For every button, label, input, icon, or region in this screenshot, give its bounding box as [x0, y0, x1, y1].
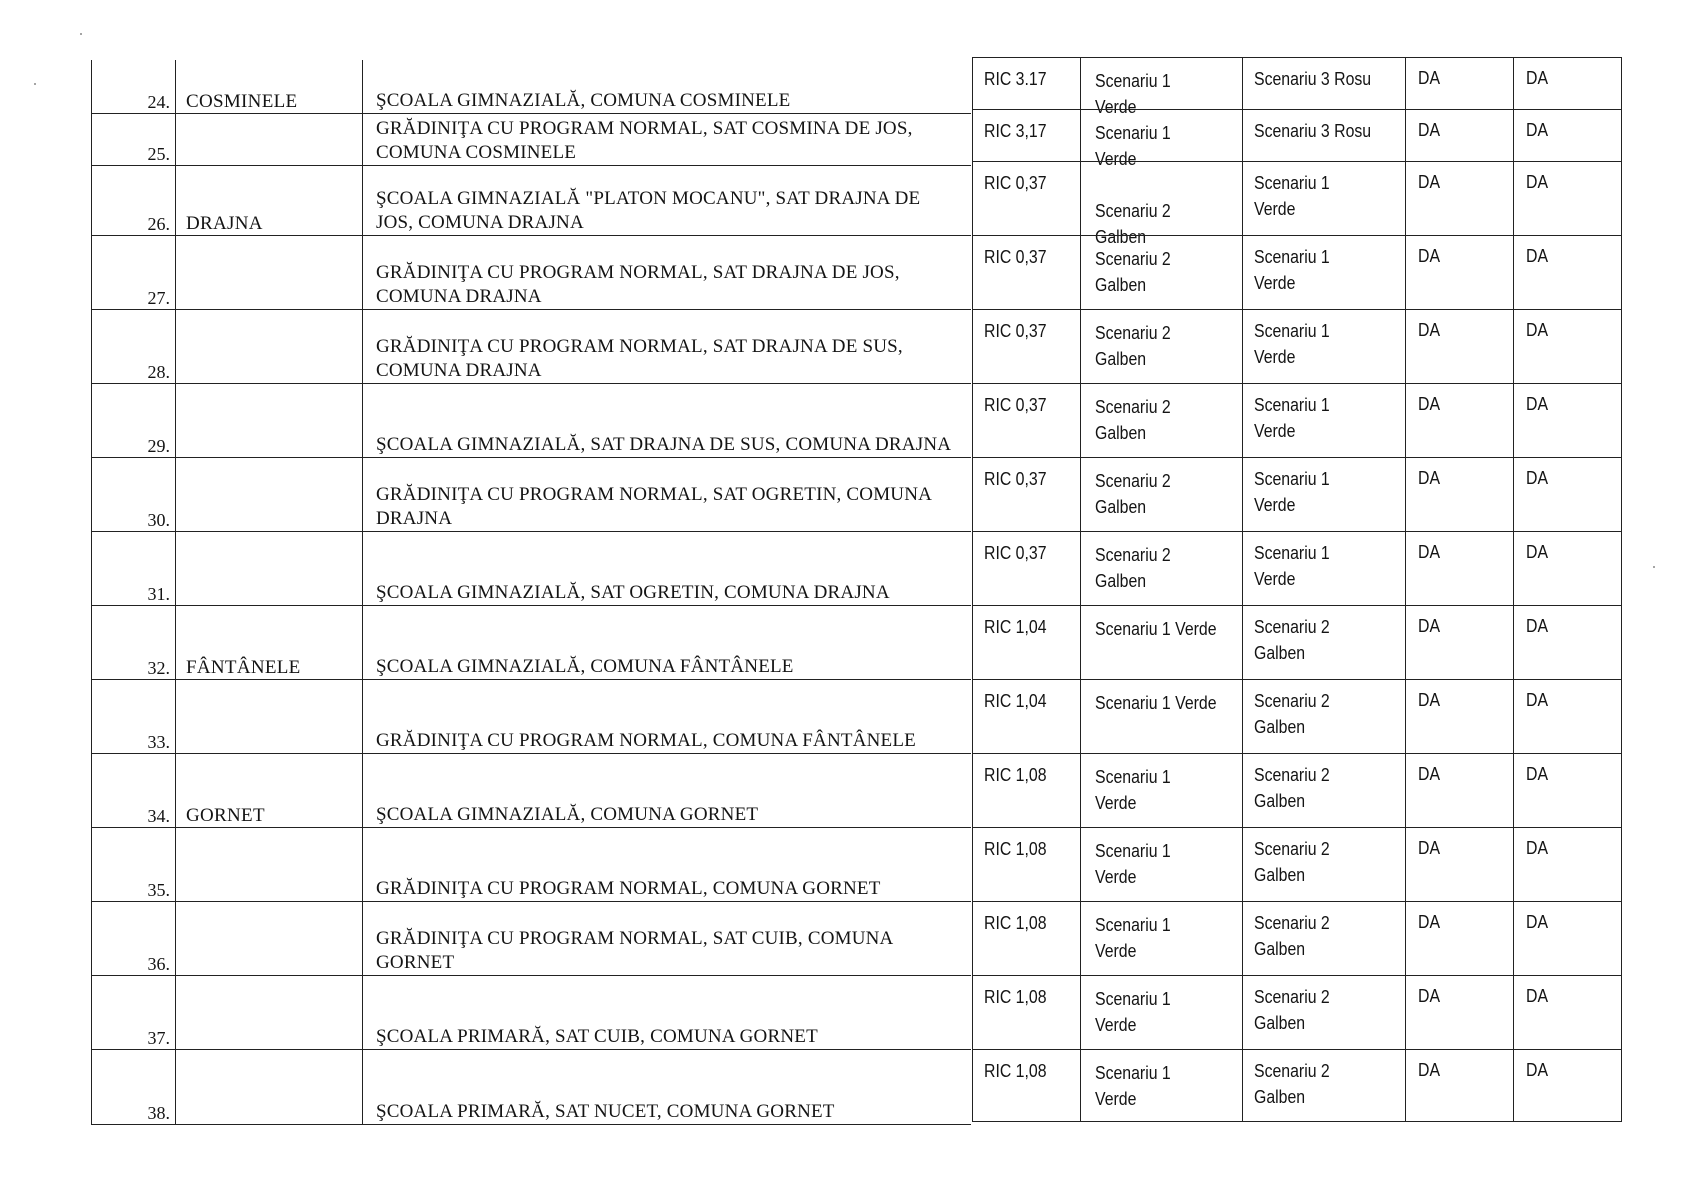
table-right-section	[972, 57, 1622, 1122]
cell-da-2	[1514, 976, 1622, 1049]
cell-nr	[92, 384, 176, 457]
cell-ric	[973, 310, 1081, 383]
table-row	[973, 901, 1622, 975]
row-number: 24.	[147, 92, 170, 112]
cell-scenariu-b	[1243, 606, 1406, 679]
unitate-name: GRĂDINIŢA CU PROGRAM NORMAL, COMUNA GORNET	[376, 878, 881, 899]
cell-da-2	[1514, 902, 1622, 975]
scenariu-b-value: Scenariu 1 Verde	[1254, 469, 1330, 515]
ric-value: RIC 0,37	[984, 321, 1047, 341]
cell-ric	[973, 110, 1081, 161]
scenariu-a-value: Scenariu 1 Verde	[1095, 71, 1171, 117]
table-row	[92, 235, 971, 309]
cell-unitate	[363, 166, 971, 235]
cell-unitate	[363, 1050, 971, 1124]
table-row	[92, 975, 971, 1049]
da-1-value: DA	[1418, 120, 1441, 140]
da-2-value: DA	[1526, 468, 1549, 488]
da-2-value: DA	[1526, 690, 1549, 710]
table-row	[92, 753, 971, 827]
scenariu-a-value: Scenariu 2 Galben	[1095, 545, 1171, 591]
cell-scenariu-a	[1081, 828, 1243, 901]
cell-nr	[92, 60, 176, 113]
cell-ric	[973, 680, 1081, 753]
da-1-value: DA	[1418, 1060, 1441, 1080]
table-row	[973, 975, 1622, 1049]
cell-da-1	[1406, 902, 1514, 975]
cell-unitate	[363, 310, 971, 383]
row-number: 37.	[147, 1028, 170, 1048]
cell-ric	[973, 606, 1081, 679]
da-2-value: DA	[1526, 246, 1549, 266]
localitate-name: FÂNTÂNELE	[186, 657, 301, 678]
table-row	[973, 457, 1622, 531]
localitate-name: DRAJNA	[186, 213, 263, 234]
cell-localitate	[176, 114, 363, 165]
cell-scenariu-a	[1081, 976, 1243, 1049]
cell-da-1	[1406, 162, 1514, 235]
da-1-value: DA	[1418, 912, 1441, 932]
cell-scenariu-b	[1243, 902, 1406, 975]
cell-ric	[973, 902, 1081, 975]
row-number: 33.	[147, 732, 170, 752]
table-row	[973, 109, 1622, 169]
cell-da-2	[1514, 828, 1622, 901]
da-1-value: DA	[1418, 616, 1441, 636]
table-row	[973, 753, 1622, 827]
da-1-value: DA	[1418, 246, 1441, 266]
cell-localitate	[176, 754, 363, 827]
scenariu-a-value: Scenariu 1 Verde	[1095, 841, 1171, 887]
scenariu-a-value: Scenariu 1 Verde	[1095, 915, 1171, 961]
scenariu-a-value: Scenariu 1 Verde	[1095, 123, 1171, 169]
localitate-name: GORNET	[186, 805, 265, 826]
cell-scenariu-b	[1243, 58, 1406, 109]
ric-value: RIC 1,08	[984, 987, 1047, 1007]
cell-unitate	[363, 458, 971, 531]
da-1-value: DA	[1418, 320, 1441, 340]
da-1-value: DA	[1418, 394, 1441, 414]
cell-scenariu-a	[1081, 606, 1243, 679]
ric-value: RIC 0,37	[984, 247, 1047, 267]
cell-da-1	[1406, 606, 1514, 679]
cell-scenariu-b	[1243, 310, 1406, 383]
row-number: 25.	[147, 144, 170, 164]
cell-ric	[973, 58, 1081, 109]
unitate-name: ŞCOALA GIMNAZIALĂ, COMUNA COSMINELE	[376, 90, 791, 111]
scenariu-b-value: Scenariu 2 Galben	[1254, 617, 1330, 663]
unitate-name: ŞCOALA GIMNAZIALĂ, SAT OGRETIN, COMUNA DRAJNA	[376, 582, 890, 603]
cell-da-2	[1514, 532, 1622, 605]
unitate-name: GRĂDINIŢA CU PROGRAM NORMAL, SAT DRAJNA DE SUS, COMUNA DRAJNA	[376, 336, 903, 381]
row-number: 30.	[147, 510, 170, 530]
cell-ric	[973, 458, 1081, 531]
da-2-value: DA	[1526, 764, 1549, 784]
cell-da-1	[1406, 110, 1514, 161]
cell-ric	[973, 162, 1081, 235]
cell-nr	[92, 828, 176, 901]
row-number: 36.	[147, 954, 170, 974]
table-row	[973, 605, 1622, 679]
ric-value: RIC 0,37	[984, 469, 1047, 489]
da-1-value: DA	[1418, 468, 1441, 488]
table-row	[973, 161, 1622, 247]
scenariu-b-value: Scenariu 3 Rosu	[1254, 69, 1372, 89]
cell-da-2	[1514, 458, 1622, 531]
cell-nr	[92, 166, 176, 235]
cell-da-1	[1406, 828, 1514, 901]
da-1-value: DA	[1418, 690, 1441, 710]
table-row	[973, 235, 1622, 309]
scenariu-a-value: Scenariu 2 Galben	[1095, 249, 1171, 295]
table-row	[973, 827, 1622, 901]
cell-localitate	[176, 828, 363, 901]
row-number: 32.	[147, 658, 170, 678]
cell-scenariu-b	[1243, 754, 1406, 827]
cell-scenariu-b	[1243, 236, 1406, 309]
cell-da-2	[1514, 236, 1622, 309]
cell-localitate	[176, 384, 363, 457]
scenariu-b-value: Scenariu 1 Verde	[1254, 395, 1330, 441]
ric-value: RIC 0,37	[984, 173, 1047, 193]
cell-unitate	[363, 902, 971, 975]
da-2-value: DA	[1526, 1060, 1549, 1080]
ric-value: RIC 1,04	[984, 691, 1047, 711]
cell-scenariu-a	[1081, 58, 1243, 117]
cell-localitate	[176, 458, 363, 531]
table-row	[92, 113, 971, 165]
cell-nr	[92, 754, 176, 827]
cell-nr	[92, 458, 176, 531]
da-1-value: DA	[1418, 542, 1441, 562]
row-number: 29.	[147, 436, 170, 456]
cell-unitate	[363, 976, 971, 1049]
table-row	[92, 457, 971, 531]
cell-nr	[92, 606, 176, 679]
scan-speck	[80, 33, 82, 35]
cell-ric	[973, 384, 1081, 457]
scenariu-a-value: Scenariu 2 Galben	[1095, 471, 1171, 517]
localitate-name: COSMINELE	[186, 91, 298, 112]
da-2-value: DA	[1526, 616, 1549, 636]
cell-da-2	[1514, 1050, 1622, 1121]
scenariu-b-value: Scenariu 1 Verde	[1254, 173, 1330, 219]
cell-da-1	[1406, 310, 1514, 383]
cell-scenariu-a	[1081, 902, 1243, 975]
cell-da-1	[1406, 754, 1514, 827]
cell-localitate	[176, 606, 363, 679]
table-row	[973, 309, 1622, 383]
unitate-name: GRĂDINIŢA CU PROGRAM NORMAL, SAT CUIB, COMUNA GORNET	[376, 928, 893, 973]
cell-scenariu-b	[1243, 976, 1406, 1049]
cell-da-1	[1406, 532, 1514, 605]
scenariu-a-value: Scenariu 1 Verde	[1095, 693, 1217, 713]
ric-value: RIC 1,08	[984, 839, 1047, 859]
scenariu-b-value: Scenariu 2 Galben	[1254, 913, 1330, 959]
cell-ric	[973, 236, 1081, 309]
cell-unitate	[363, 236, 971, 309]
cell-ric	[973, 976, 1081, 1049]
cell-unitate	[363, 828, 971, 901]
ric-value: RIC 1,08	[984, 765, 1047, 785]
cell-scenariu-b	[1243, 458, 1406, 531]
table-row	[92, 605, 971, 679]
cell-localitate	[176, 166, 363, 235]
cell-scenariu-a	[1081, 532, 1243, 605]
ric-value: RIC 0,37	[984, 395, 1047, 415]
row-number: 31.	[147, 584, 170, 604]
cell-da-1	[1406, 458, 1514, 531]
unitate-name: ŞCOALA PRIMARĂ, SAT NUCET, COMUNA GORNET	[376, 1101, 835, 1122]
cell-scenariu-b	[1243, 384, 1406, 457]
scenariu-a-value: Scenariu 2 Galben	[1095, 397, 1171, 443]
ric-value: RIC 3,17	[984, 121, 1047, 141]
unitate-name: ŞCOALA PRIMARĂ, SAT CUIB, COMUNA GORNET	[376, 1026, 818, 1047]
ric-value: RIC 1,08	[984, 1061, 1047, 1081]
cell-localitate	[176, 236, 363, 309]
table-row	[92, 165, 971, 235]
ric-value: RIC 0,37	[984, 543, 1047, 563]
cell-scenariu-b	[1243, 1050, 1406, 1121]
cell-localitate	[176, 902, 363, 975]
table-row	[973, 531, 1622, 605]
cell-scenariu-a	[1081, 754, 1243, 827]
unitate-name: GRĂDINIŢA CU PROGRAM NORMAL, SAT DRAJNA DE JOS, COMUNA DRAJNA	[376, 262, 900, 307]
cell-da-1	[1406, 680, 1514, 753]
cell-unitate	[363, 60, 971, 113]
cell-nr	[92, 976, 176, 1049]
unitate-name: ŞCOALA GIMNAZIALĂ, SAT DRAJNA DE SUS, COMUNA DRAJNA	[376, 434, 952, 455]
cell-ric	[973, 532, 1081, 605]
da-1-value: DA	[1418, 68, 1441, 88]
cell-localitate	[176, 976, 363, 1049]
cell-da-2	[1514, 680, 1622, 753]
scenariu-a-value: Scenariu 1 Verde	[1095, 767, 1171, 813]
cell-localitate	[176, 310, 363, 383]
scenariu-a-value: Scenariu 2 Galben	[1095, 201, 1171, 247]
scenariu-b-value: Scenariu 1 Verde	[1254, 543, 1330, 589]
cell-scenariu-a	[1081, 110, 1243, 169]
cell-scenariu-a	[1081, 458, 1243, 531]
cell-localitate	[176, 60, 363, 113]
da-2-value: DA	[1526, 68, 1549, 88]
scenariu-b-value: Scenariu 2 Galben	[1254, 987, 1330, 1033]
cell-da-2	[1514, 110, 1622, 161]
cell-ric	[973, 828, 1081, 901]
row-number: 27.	[147, 288, 170, 308]
da-1-value: DA	[1418, 764, 1441, 784]
cell-da-2	[1514, 58, 1622, 109]
da-1-value: DA	[1418, 172, 1441, 192]
cell-da-1	[1406, 976, 1514, 1049]
cell-da-2	[1514, 754, 1622, 827]
scenariu-b-value: Scenariu 2 Galben	[1254, 691, 1330, 737]
scan-speck	[1653, 566, 1655, 568]
cell-da-2	[1514, 310, 1622, 383]
cell-scenariu-b	[1243, 162, 1406, 235]
cell-da-2	[1514, 606, 1622, 679]
row-number: 35.	[147, 880, 170, 900]
unitate-name: GRĂDINIŢA CU PROGRAM NORMAL, COMUNA FÂNTÂNELE	[376, 730, 916, 751]
cell-scenariu-a	[1081, 162, 1243, 247]
row-number: 34.	[147, 806, 170, 826]
table-row	[92, 827, 971, 901]
cell-unitate	[363, 532, 971, 605]
cell-nr	[92, 680, 176, 753]
cell-unitate	[363, 680, 971, 753]
table-left-section	[91, 60, 971, 1125]
cell-scenariu-a	[1081, 310, 1243, 383]
cell-da-1	[1406, 236, 1514, 309]
cell-nr	[92, 236, 176, 309]
cell-ric	[973, 1050, 1081, 1121]
scenariu-b-value: Scenariu 1 Verde	[1254, 321, 1330, 367]
cell-nr	[92, 1050, 176, 1124]
scenariu-a-value: Scenariu 1 Verde	[1095, 1063, 1171, 1109]
cell-localitate	[176, 1050, 363, 1124]
cell-unitate	[363, 384, 971, 457]
cell-nr	[92, 902, 176, 975]
table-row	[92, 309, 971, 383]
ric-value: RIC 1,08	[984, 913, 1047, 933]
unitate-name: GRĂDINIŢA CU PROGRAM NORMAL, SAT COSMINA DE JOS, COMUNA COSMINELE	[376, 118, 913, 163]
table-row	[973, 383, 1622, 457]
cell-scenariu-b	[1243, 532, 1406, 605]
da-2-value: DA	[1526, 838, 1549, 858]
scenariu-a-value: Scenariu 1 Verde	[1095, 619, 1217, 639]
table-row	[973, 679, 1622, 753]
scenariu-a-value: Scenariu 2 Galben	[1095, 323, 1171, 369]
unitate-name: ŞCOALA GIMNAZIALĂ "PLATON MOCANU", SAT DRAJNA DE JOS, COMUNA DRAJNA	[376, 188, 921, 233]
row-number: 28.	[147, 362, 170, 382]
ric-value: RIC 3.17	[984, 69, 1047, 89]
row-number: 38.	[147, 1103, 170, 1123]
cell-nr	[92, 114, 176, 165]
unitate-name: GRĂDINIŢA CU PROGRAM NORMAL, SAT OGRETIN, COMUNA DRAJNA	[376, 484, 932, 529]
da-2-value: DA	[1526, 172, 1549, 192]
cell-scenariu-a	[1081, 1050, 1243, 1121]
unitate-name: ŞCOALA GIMNAZIALĂ, COMUNA FÂNTÂNELE	[376, 656, 794, 677]
scenariu-b-value: Scenariu 3 Rosu	[1254, 121, 1372, 141]
da-2-value: DA	[1526, 542, 1549, 562]
cell-unitate	[363, 114, 971, 165]
cell-scenariu-a	[1081, 680, 1243, 753]
row-number: 26.	[147, 214, 170, 234]
cell-scenariu-a	[1081, 384, 1243, 457]
cell-unitate	[363, 606, 971, 679]
cell-localitate	[176, 680, 363, 753]
table-row	[92, 679, 971, 753]
table-row	[92, 60, 971, 113]
cell-scenariu-b	[1243, 110, 1406, 161]
table-row	[92, 531, 971, 605]
table-row	[973, 1049, 1622, 1121]
table-row	[973, 57, 1622, 117]
da-2-value: DA	[1526, 912, 1549, 932]
da-2-value: DA	[1526, 320, 1549, 340]
cell-da-1	[1406, 384, 1514, 457]
scenariu-b-value: Scenariu 2 Galben	[1254, 1061, 1330, 1107]
cell-nr	[92, 532, 176, 605]
table-row	[92, 1049, 971, 1124]
da-1-value: DA	[1418, 838, 1441, 858]
scenariu-b-value: Scenariu 2 Galben	[1254, 839, 1330, 885]
da-2-value: DA	[1526, 120, 1549, 140]
cell-da-2	[1514, 384, 1622, 457]
cell-ric	[973, 754, 1081, 827]
cell-scenariu-b	[1243, 680, 1406, 753]
da-1-value: DA	[1418, 986, 1441, 1006]
cell-unitate	[363, 754, 971, 827]
cell-localitate	[176, 532, 363, 605]
cell-da-1	[1406, 58, 1514, 109]
cell-scenariu-b	[1243, 828, 1406, 901]
cell-scenariu-a	[1081, 236, 1243, 309]
da-2-value: DA	[1526, 986, 1549, 1006]
ric-value: RIC 1,04	[984, 617, 1047, 637]
cell-da-1	[1406, 1050, 1514, 1121]
cell-nr	[92, 310, 176, 383]
scenariu-b-value: Scenariu 2 Galben	[1254, 765, 1330, 811]
unitate-name: ŞCOALA GIMNAZIALĂ, COMUNA GORNET	[376, 804, 759, 825]
scenariu-a-value: Scenariu 1 Verde	[1095, 989, 1171, 1035]
table-row	[92, 901, 971, 975]
da-2-value: DA	[1526, 394, 1549, 414]
cell-da-2	[1514, 162, 1622, 235]
scenariu-b-value: Scenariu 1 Verde	[1254, 247, 1330, 293]
scan-speck	[34, 83, 36, 85]
table-row	[92, 383, 971, 457]
